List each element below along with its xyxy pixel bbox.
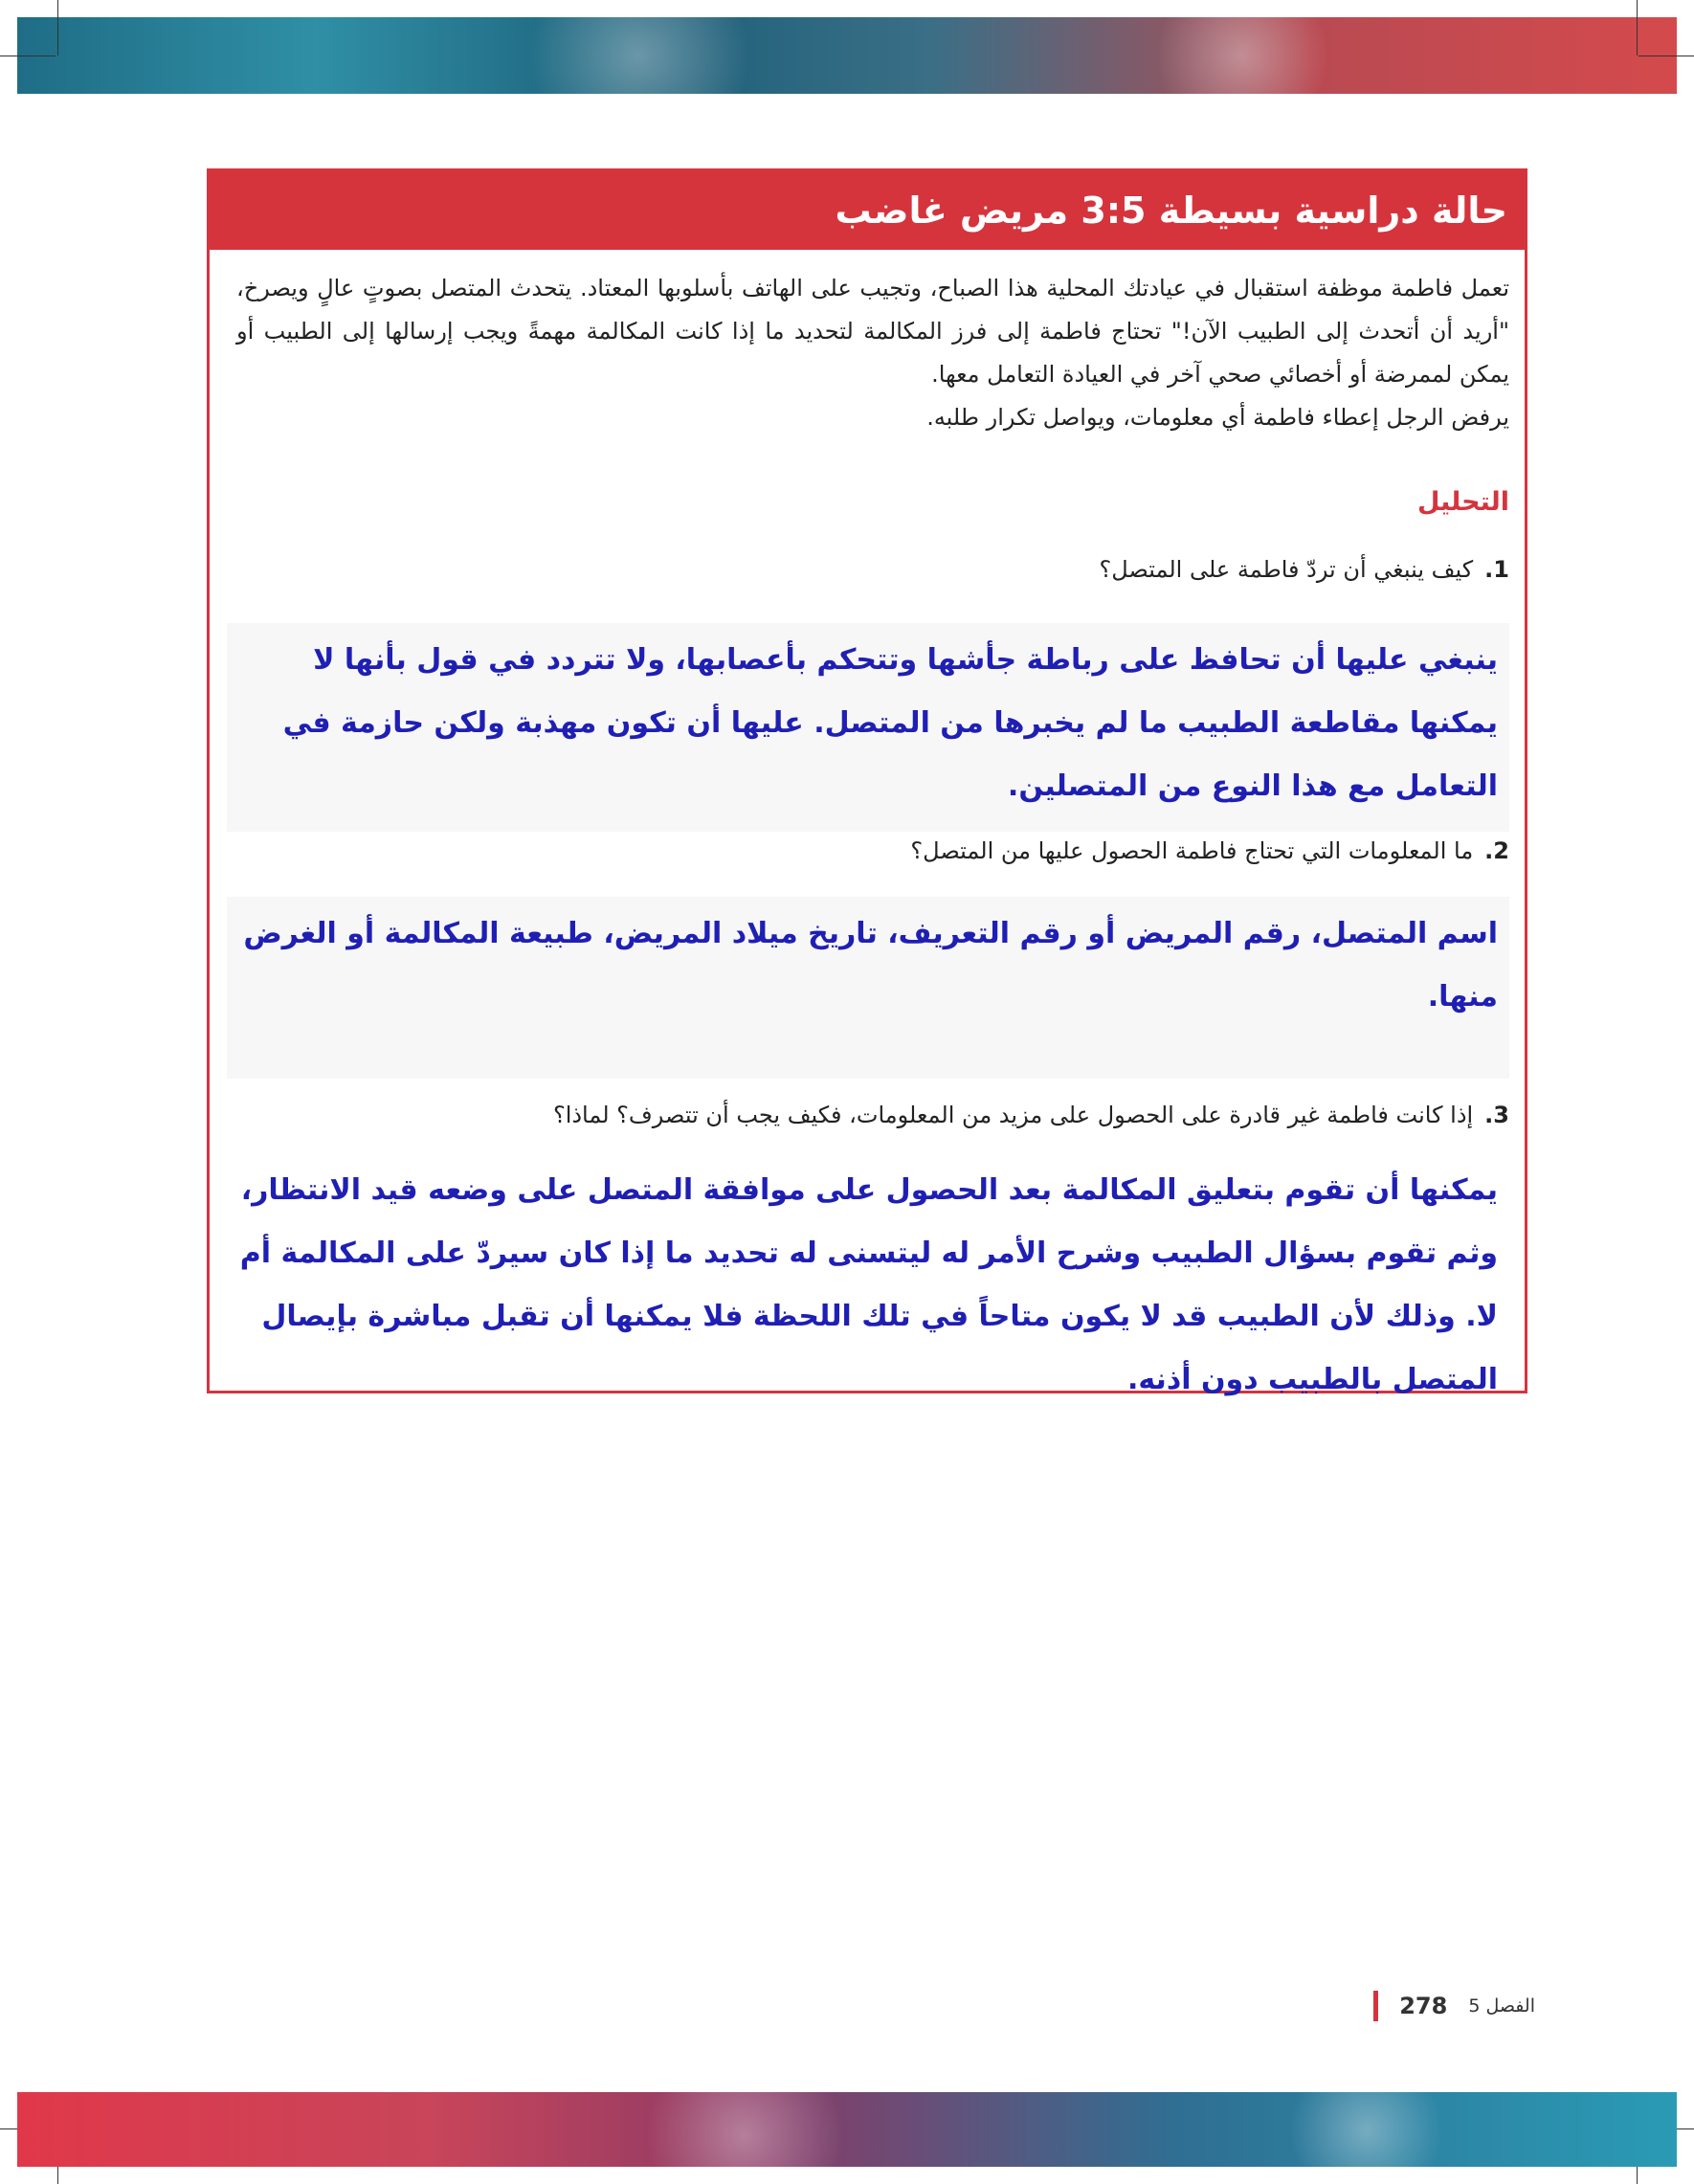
scenario-paragraph: يرفض الرجل إعطاء فاطمة أي معلومات، ويواصل تكرار طلبه. bbox=[926, 404, 1509, 431]
question-number: 3. bbox=[1484, 1102, 1509, 1128]
scenario-paragraph: تعمل فاطمة موظفة استقبال في عيادتك المحلية هذا الصباح، وتجيب على الهاتف بأسلوبها المعتاد. يتحدث المتصل بصوتٍ عالٍ ويصرخ، "أريد أن أتحدث إلى الطبيب الآن!" تحتاج فاطمة إلى فرز المكالمة لتحديد ما إذا كانت المكالمة مهمةً ويجب إرسالها إلى الطبيب أو يمكن لممرضة أو أخصائي صحي آخر في العيادة التعامل معها. bbox=[236, 275, 1509, 388]
footer-divider bbox=[1373, 1991, 1378, 2021]
answer-3: يمكنها أن تقوم بتعليق المكالمة بعد الحصول على موافقة المتصل على وضعه قيد الانتظار، وثم تقوم بسؤال الطبيب وشرح الأمر له ليتسنى له تحديد ما إذا كان سيردّ على المكالمة أم لا. وذلك لأن الطبيب قد لا يكون متاحاً في تلك اللحظة فلا يمكنها أن تقبل مباشرة بإيصال المتصل بالطبيب دون أذنه. bbox=[227, 1153, 1509, 1375]
question-2 bbox=[910, 832, 1509, 870]
question-3 bbox=[553, 1096, 1509, 1134]
question-text: كيف ينبغي أن تردّ فاطمة على المتصل؟ bbox=[1099, 556, 1474, 583]
chapter-label: الفصل 5 bbox=[1468, 1995, 1535, 2017]
answer-1: ينبغي عليها أن تحافظ على رباطة جأشها وتتحكم بأعصابها، ولا تتردد في قول بأنها لا يمكنها مقاطعة الطبيب ما لم يخبرها من المتصل. عليها أن تكون مهذبة ولكن حازمة في التعامل مع هذا النوع من المتصلين. bbox=[227, 623, 1509, 832]
page-footer bbox=[1373, 1987, 1545, 2025]
question-1 bbox=[1100, 550, 1509, 589]
case-study-header bbox=[210, 171, 1525, 250]
case-study-scenario bbox=[236, 267, 1509, 439]
bottom-decorative-banner bbox=[17, 2092, 1677, 2167]
question-text: إذا كانت فاطمة غير قادرة على الحصول على مزيد من المعلومات، فكيف يجب أن تتصرف؟ لماذا؟ bbox=[552, 1102, 1474, 1128]
question-number: 2. bbox=[1484, 837, 1509, 864]
crop-mark bbox=[57, 0, 58, 56]
analysis-heading: التحليل bbox=[1416, 487, 1509, 517]
crop-mark bbox=[1637, 0, 1638, 56]
case-study-box bbox=[207, 168, 1527, 1396]
page-number: 278 bbox=[1399, 1993, 1448, 2019]
question-text: ما المعلومات التي تحتاج فاطمة الحصول عليها من المتصل؟ bbox=[910, 837, 1474, 864]
answer-2: اسم المتصل، رقم المريض أو رقم التعريف، تاريخ ميلاد المريض، طبيعة المكالمة أو الغرض منها. bbox=[227, 897, 1509, 1079]
case-study-title: حالة دراسية بسيطة 3:5 مريض غاضب bbox=[835, 189, 1507, 232]
top-decorative-banner bbox=[17, 17, 1677, 94]
question-number: 1. bbox=[1484, 556, 1509, 583]
